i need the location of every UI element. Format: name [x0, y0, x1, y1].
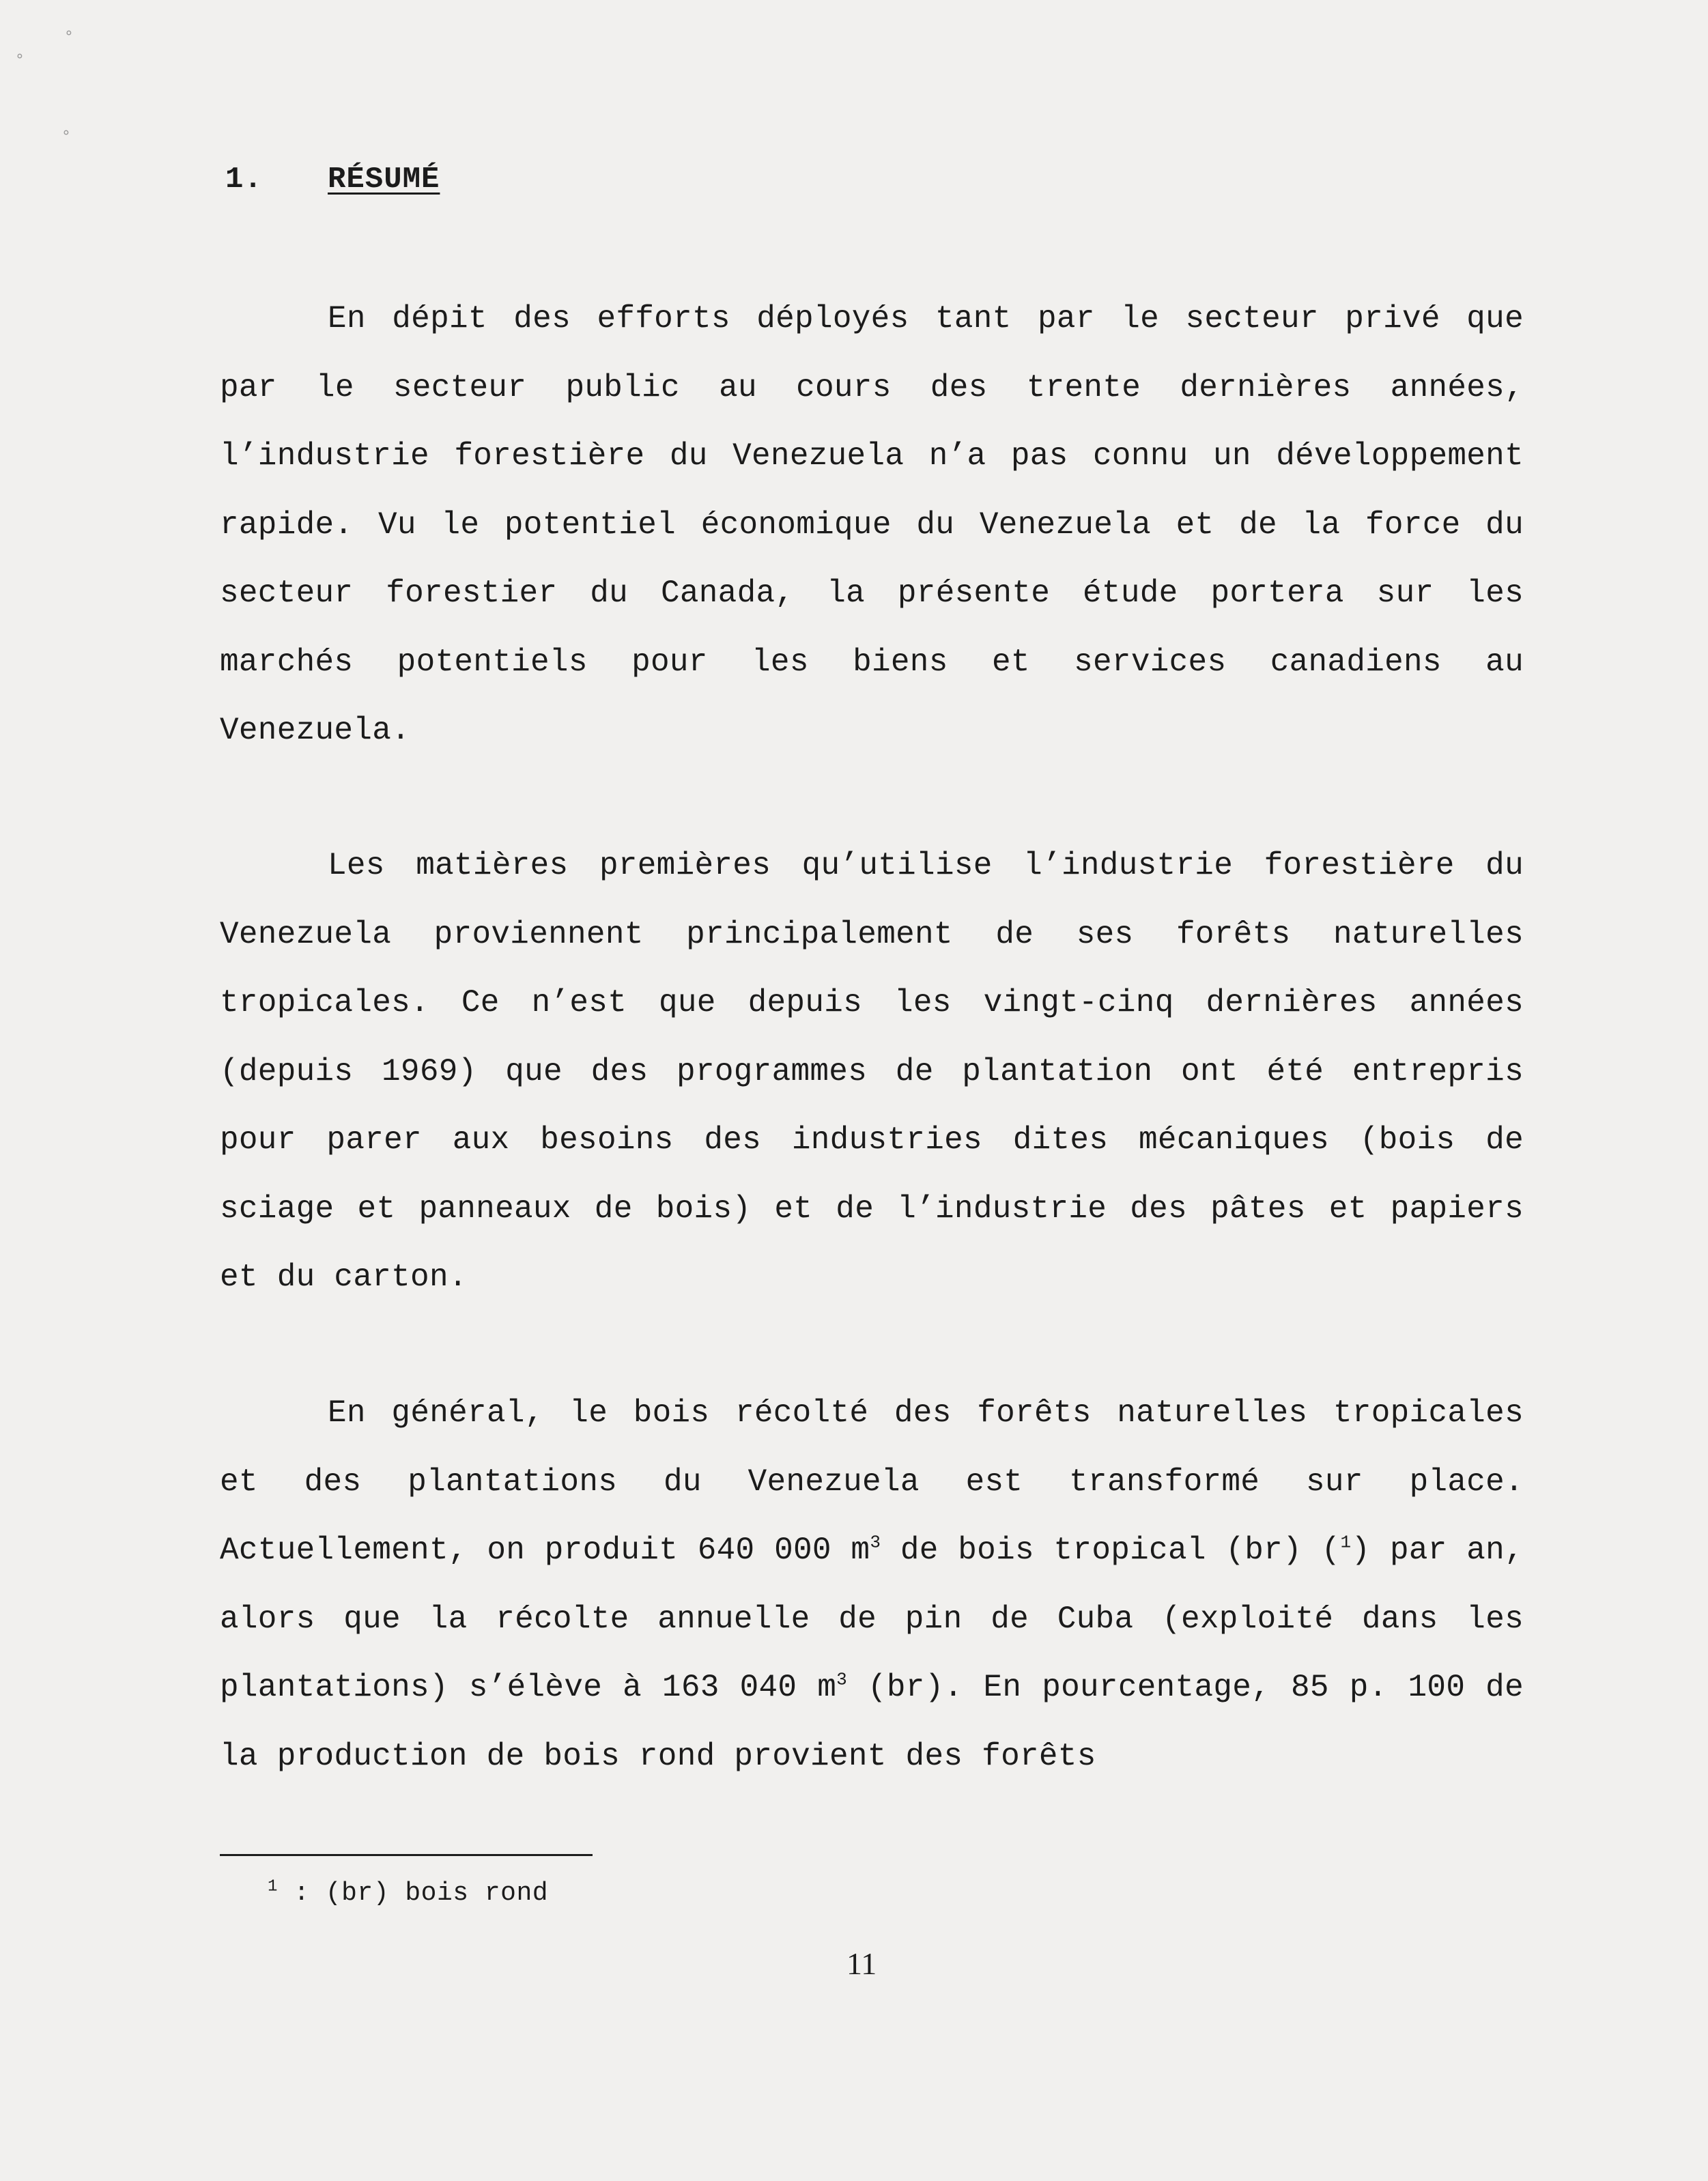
paragraph-1-text: En dépit des efforts déployés tant par le secteur privé que par le secteur public au cours des trente dernières années, l’industrie forestière du Venezuela n’a pas connu un développement rapide. Vu le potentiel économique du Venezuela et de la force du secteur forestier du Canada, la présente étude portera sur les marchés potentiels pour les biens et services canadiens au Venezuela.	[220, 301, 1524, 748]
scan-speck: ∘	[15, 48, 25, 65]
footnote-marker: 1	[268, 1877, 278, 1896]
page-number: 11	[846, 1946, 877, 1981]
paragraph-3-part-3: ) par an, alors que la récolte annuelle de pin de Cuba (exploité dans les plantations) s’élève à 163 040 m	[220, 1533, 1524, 1705]
paragraph-3-text	[220, 1379, 1524, 1791]
footnote-text: : (br) bois rond	[277, 1879, 549, 1908]
paragraph-3-part-2: de bois tropical (br) (	[881, 1533, 1341, 1568]
scan-speck: ∘	[61, 124, 71, 141]
footnote-reference: 1	[1340, 1532, 1352, 1553]
section-number: 1.	[225, 162, 263, 197]
paragraph-3-part-1: En général, le bois récolté des forêts naturelles tropicales et des plantations du Venezuela est transformé sur place. Actuellement, on produit 640 000 m	[220, 1395, 1524, 1568]
section-heading	[225, 162, 440, 197]
cubic-superscript: 3	[836, 1669, 848, 1690]
scan-speck: ∘	[64, 25, 74, 42]
footnote-divider	[220, 1854, 593, 1856]
paragraph-3-part-4: (br). En pourcentage, 85 p. 100 de la production de bois rond provient des forêts	[220, 1670, 1524, 1774]
paragraph-1	[220, 285, 1524, 765]
paragraph-2	[220, 831, 1524, 1312]
footnote	[268, 1879, 548, 1908]
paragraph-3	[220, 1379, 1524, 1791]
cubic-superscript: 3	[870, 1532, 881, 1553]
section-title: RÉSUMÉ	[328, 162, 440, 197]
paragraph-2-text: Les matières premières qu’utilise l’industrie forestière du Venezuela proviennent principalement de ses forêts naturelles tropicales. Ce n’est que depuis les vingt-cinq dernières années (depuis 1969) que des programmes de plantation ont été entrepris pour parer aux besoins des industries dites mécaniques (bois de sciage et panneaux de bois) et de l’industrie des pâtes et papiers et du carton.	[220, 848, 1524, 1295]
